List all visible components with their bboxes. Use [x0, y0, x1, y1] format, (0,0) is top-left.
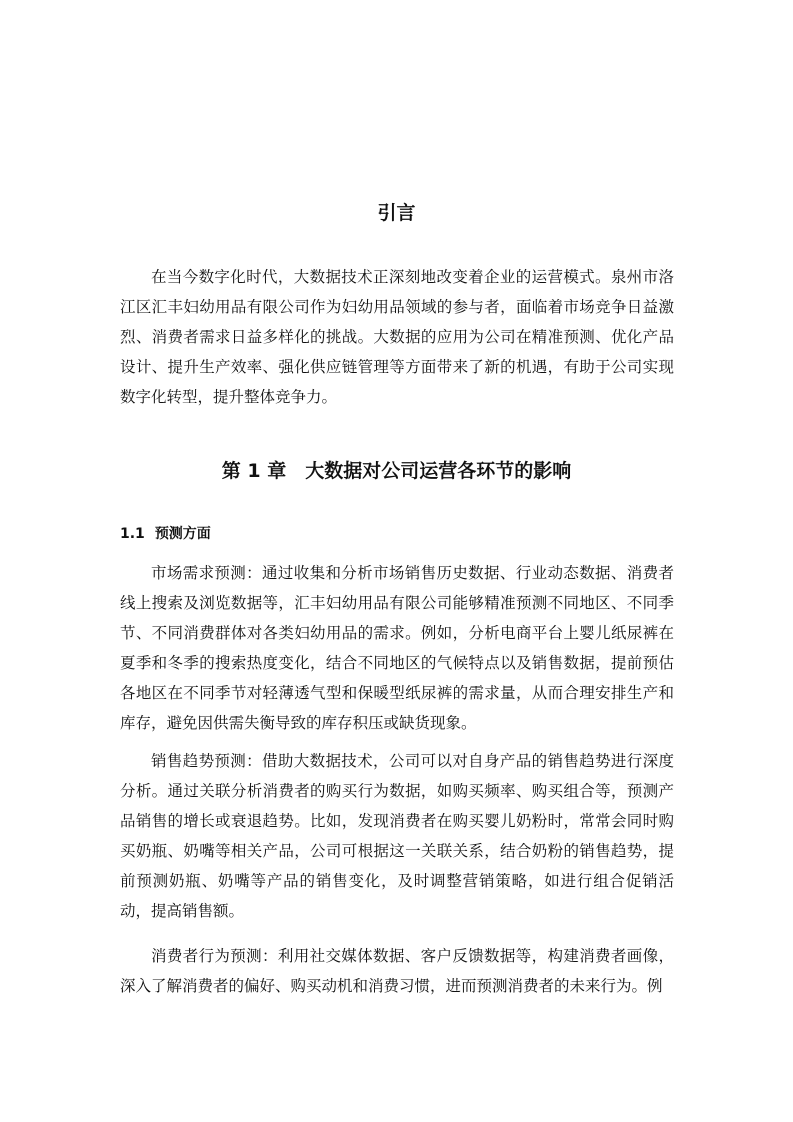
intro-paragraph: 在当今数字化时代，大数据技术正深刻地改变着企业的运营模式。泉州市洛江区汇丰妇幼用品有限公司作为妇幼用品领域的参与者，面临着市场竞争日益激烈、消费者需求日益多样化的挑战。大数据的应用为公司在精准预测、优化产品设计、提升生产效率、强化供应链管理等方面带来了新的机遇，有助于公司实现数字化转型，提升整体竞争力。: [120, 268, 674, 406]
chapter-heading: 第 1 章 大数据对公司运营各环节的影响: [221, 460, 572, 482]
body-paragraph-sales-trend: 销售趋势预测：借助大数据技术，公司可以对自身产品的销售趋势进行深度分析。通过关联分析消费者的购买行为数据，如购买频率、购买组合等，预测产品销售的增长或衰退趋势。比如，发现消费者在购买婴儿奶粉时，常常会同时购买奶瓶、奶嘴等相关产品，公司可根据这一关联关系，结合奶粉的销售趋势，提前预测奶瓶、奶嘴等产品的销售变化，及时调整营销策略，如进行组合促销活动，提高销售额。: [120, 752, 674, 920]
section-title: 预测方面: [154, 526, 211, 542]
page-title: 引言: [377, 202, 416, 224]
body-paragraph-consumer-behavior: 消费者行为预测：利用社交媒体数据、客户反馈数据等，构建消费者画像，深入了解消费者的偏好、购买动机和消费习惯，进而预测消费者的未来行为。例: [120, 947, 674, 995]
body-paragraph-market-demand: 市场需求预测：通过收集和分析市场销售历史数据、行业动态数据、消费者线上搜索及浏览数据等，汇丰妇幼用品有限公司能够精准预测不同地区、不同季节、不同消费群体对各类妇幼用品的需求。例如，分析电商平台上婴儿纸尿裤在夏季和冬季的搜索热度变化，结合不同地区的气候特点以及销售数据，提前预估各地区在不同季节对轻薄透气型和保暖型纸尿裤的需求量，从而合理安排生产和库存，避免因供需失衡导致的库存积压或缺货现象。: [120, 564, 674, 732]
section-number: 1.1: [120, 526, 145, 542]
section-heading: [120, 520, 211, 548]
